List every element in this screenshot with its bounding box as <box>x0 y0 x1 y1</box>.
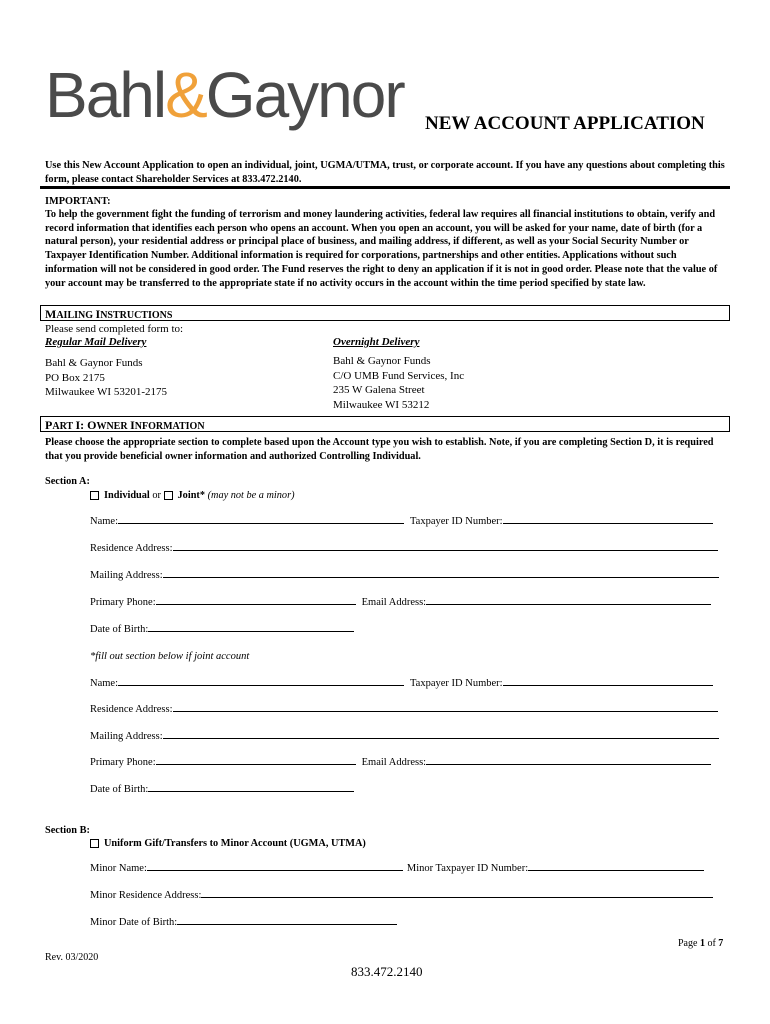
name-field: Name: Taxpayer ID Number: <box>90 516 713 527</box>
important-text: To help the government fight the funding of terrorism and money laundering activities, federal law requires all financial institutions to obtain, verify and record information that identifies each person who opens an account. When you open an account, you will be asked for your name, date of birth (for a natural person), your residential address or principal place of business, and mailing address, if different, as well as your Social Security Number or Taxpayer Identification Number. Additional information is required for corporations, partnerships and other entities. Applications without such information will not be considered in good order. The Fund reserves the right to deny an application if it is not in good order. Please note that the value of your account may be transferred to the appropriate state if no activity occurs in the account within the time period specified by state law. <box>45 209 718 289</box>
part1-instructions: Please choose the appropriate section to complete based upon the Account type you wish to establish. Note, if you are completing Section D, it is required that you provide beneficial owner information and authorized Controlling Individual. <box>45 437 714 462</box>
section-a-options: Individual or Joint* (may not be a minor) <box>90 489 295 503</box>
footer-phone: 833.472.2140 <box>351 964 423 979</box>
joint-checkbox[interactable] <box>164 491 173 500</box>
mailing-input[interactable] <box>163 576 719 578</box>
joint-phone-input[interactable] <box>156 763 356 765</box>
joint-residence-field: Residence Address: <box>90 704 718 715</box>
minor-residence-field: Minor Residence Address: <box>90 890 713 901</box>
minor-residence-input[interactable] <box>201 896 713 898</box>
individual-checkbox[interactable] <box>90 491 99 500</box>
minor-dob-input[interactable] <box>177 923 397 925</box>
ugma-checkbox[interactable] <box>90 839 99 848</box>
revision-date: Rev. 03/2020 <box>45 952 99 963</box>
joint-dob-field: Date of Birth: <box>90 784 354 795</box>
section-a-label: Section A: <box>45 476 90 487</box>
name-input[interactable] <box>118 522 404 524</box>
joint-name-input[interactable] <box>118 684 404 686</box>
divider <box>40 186 730 189</box>
residence-field: Residence Address: <box>90 543 718 554</box>
minor-tin-input[interactable] <box>528 869 704 871</box>
minor-name-input[interactable] <box>147 869 403 871</box>
minor-dob-field: Minor Date of Birth: <box>90 917 397 928</box>
email-input[interactable] <box>426 603 711 605</box>
phone-input[interactable] <box>156 603 356 605</box>
joint-mailing-input[interactable] <box>163 737 719 739</box>
joint-mailing-field: Mailing Address: <box>90 731 719 742</box>
phone-email-field: Primary Phone: Email Address: <box>90 597 711 608</box>
joint-name-field: Name: Taxpayer ID Number: <box>90 678 713 689</box>
joint-fill-note: *fill out section below if joint account <box>90 651 250 662</box>
page-title: NEW ACCOUNT APPLICATION <box>425 113 705 134</box>
tin-input[interactable] <box>503 522 713 524</box>
mailing-field: Mailing Address: <box>90 570 719 581</box>
page-number: Page 1 of 7 <box>678 938 724 949</box>
dob-field: Date of Birth: <box>90 624 354 635</box>
intro-text: Use this New Account Application to open an individual, joint, UGMA/UTMA, trust, or corporate account. If you have any questions about completing this form, please contact Shareholder Services at 833.472.2140. <box>45 160 725 185</box>
joint-phone-email-field: Primary Phone: Email Address: <box>90 757 711 768</box>
company-logo: Bahl&Gaynor <box>45 59 404 131</box>
send-to-text: Please send completed form to: <box>45 323 184 335</box>
joint-residence-input[interactable] <box>173 710 718 712</box>
regular-mail-label: Regular Mail Delivery <box>45 336 147 348</box>
regular-mail-address: Bahl & Gaynor Funds PO Box 2175 Milwaukee WI 53201-2175 <box>45 357 167 398</box>
part1-header: PART I: OWNER INFORMATION <box>40 416 730 432</box>
residence-input[interactable] <box>173 549 718 551</box>
mailing-instructions-header: MAILING INSTRUCTIONS <box>40 305 730 321</box>
section-b-label: Section B: <box>45 825 90 836</box>
overnight-address: Bahl & Gaynor Funds C/O UMB Fund Services, Inc 235 W Galena Street Milwaukee WI 53212 <box>333 355 465 411</box>
joint-dob-input[interactable] <box>148 790 354 792</box>
important-label: IMPORTANT: <box>45 196 111 207</box>
joint-email-input[interactable] <box>426 763 711 765</box>
dob-input[interactable] <box>148 630 354 632</box>
minor-name-field: Minor Name: Minor Taxpayer ID Number: <box>90 863 704 874</box>
joint-tin-input[interactable] <box>503 684 713 686</box>
ugma-option: Uniform Gift/Transfers to Minor Account (UGMA, UTMA) <box>90 837 366 851</box>
overnight-delivery-label: Overnight Delivery <box>333 336 420 348</box>
